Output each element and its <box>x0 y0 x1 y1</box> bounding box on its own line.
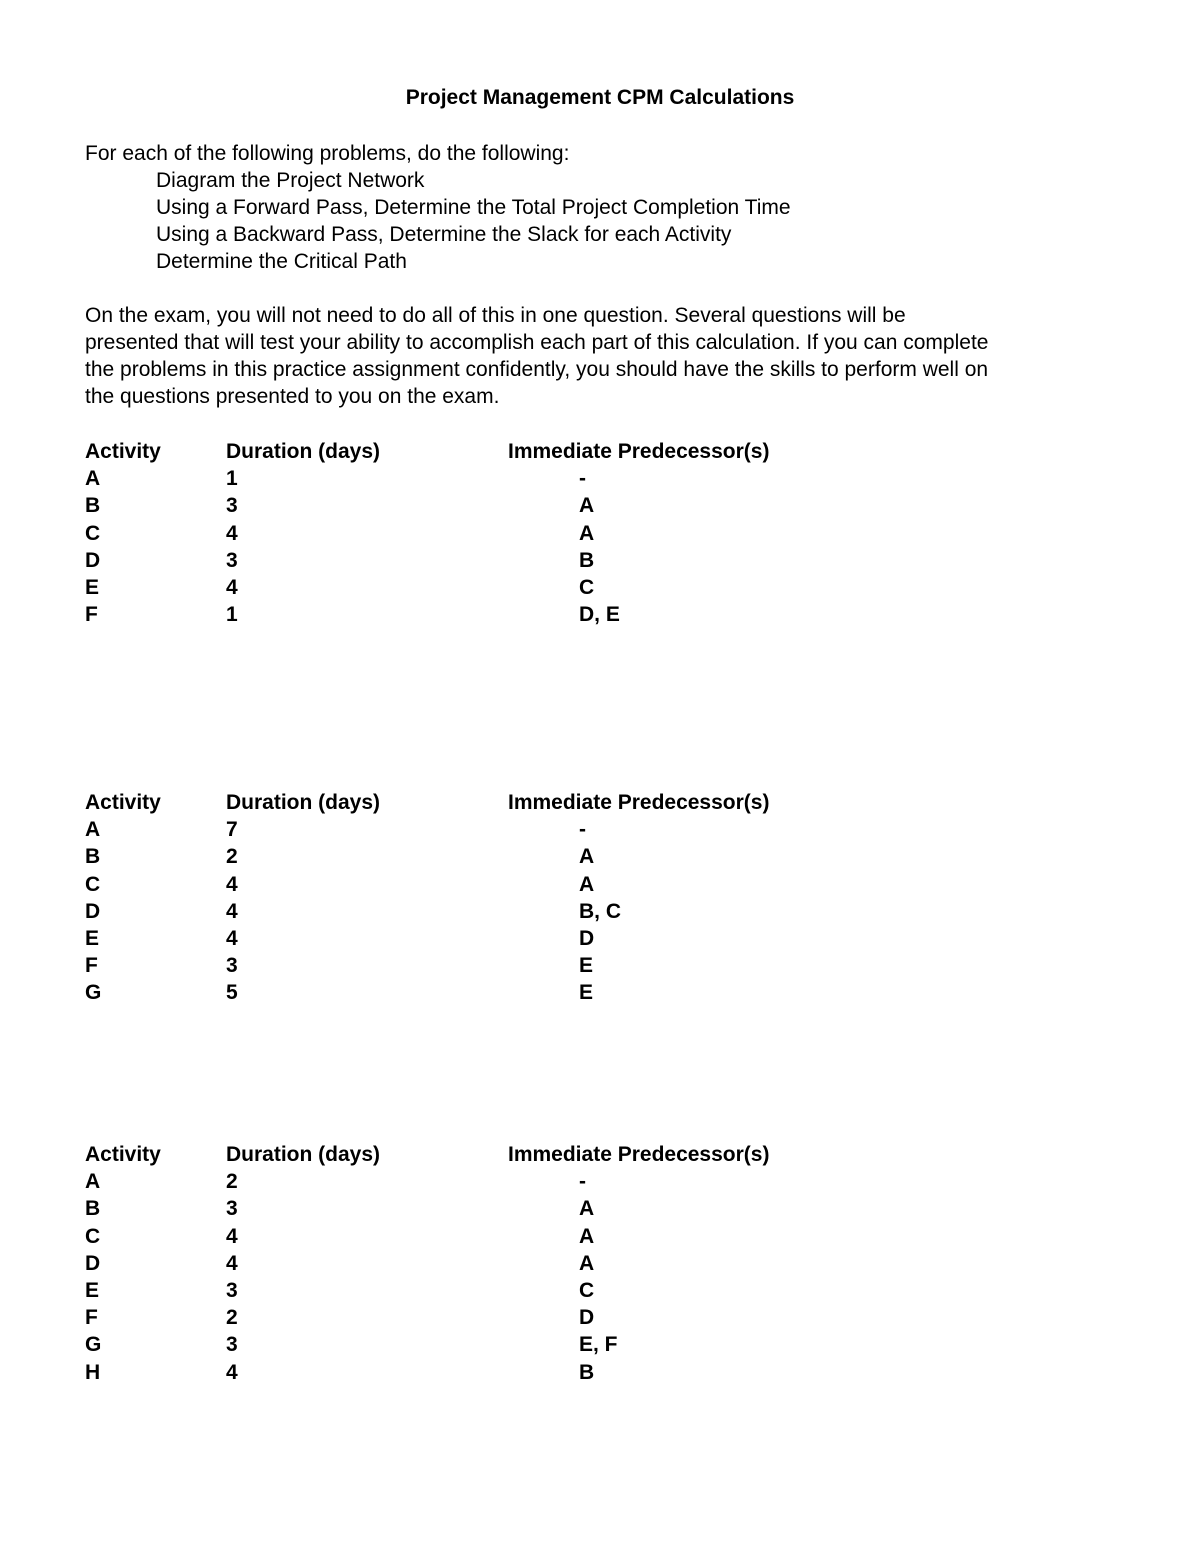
header-predecessors: Immediate Predecessor(s) <box>508 791 770 814</box>
table-header-row <box>85 789 985 816</box>
header-duration: Duration (days) <box>226 1143 381 1166</box>
activity-cell: H <box>85 1360 101 1384</box>
activity-cell: B <box>85 1197 101 1221</box>
header-activity: Activity <box>85 791 161 814</box>
activity-cell: A <box>85 467 101 491</box>
duration-cell: 3 <box>226 1197 238 1221</box>
predecessors-cell: D <box>579 1306 595 1330</box>
activity-cell: E <box>85 926 100 950</box>
table-row <box>85 952 985 979</box>
predecessors-cell: E <box>579 954 594 978</box>
table-row <box>85 871 985 898</box>
duration-cell: 2 <box>226 1306 238 1330</box>
activity-cell: C <box>85 1224 101 1248</box>
header-activity: Activity <box>85 440 161 463</box>
predecessors-cell: - <box>579 1170 586 1194</box>
activity-cell: D <box>85 548 101 572</box>
table-row <box>85 492 985 519</box>
predecessors-cell: A <box>579 872 595 896</box>
table-row <box>85 898 985 925</box>
predecessors-cell: A <box>579 1197 595 1221</box>
table-row <box>85 465 985 492</box>
header-activity: Activity <box>85 1143 161 1166</box>
predecessors-cell: E, F <box>579 1333 618 1357</box>
activity-cell: B <box>85 845 101 869</box>
duration-cell: 4 <box>226 899 238 923</box>
duration-cell: 4 <box>226 926 238 950</box>
step-item: Determine the Critical Path <box>156 250 407 273</box>
predecessors-cell: B <box>579 1360 595 1384</box>
paragraph-line: On the exam, you will not need to do all of this in one question. Several questions will be <box>85 304 906 327</box>
table-row <box>85 1223 985 1250</box>
duration-cell: 3 <box>226 1333 238 1357</box>
table-row <box>85 1195 985 1222</box>
table-row <box>85 816 985 843</box>
step-item: Using a Backward Pass, Determine the Slack for each Activity <box>156 223 732 246</box>
table-row <box>85 925 985 952</box>
predecessors-cell: C <box>579 575 595 599</box>
activity-cell: E <box>85 1278 100 1302</box>
duration-cell: 2 <box>226 845 238 869</box>
activity-cell: G <box>85 981 102 1005</box>
duration-cell: 4 <box>226 1251 238 1275</box>
activity-cell: F <box>85 954 98 978</box>
paragraph-line: the questions presented to you on the exam. <box>85 385 500 408</box>
document-title: Project Management CPM Calculations <box>405 86 795 109</box>
duration-cell: 3 <box>226 1278 238 1302</box>
instruction-steps <box>156 167 791 275</box>
step-item: Using a Forward Pass, Determine the Total Project Completion Time <box>156 196 791 219</box>
activity-cell: G <box>85 1333 102 1357</box>
header-duration: Duration (days) <box>226 791 381 814</box>
header-duration: Duration (days) <box>226 440 381 463</box>
table-row <box>85 1168 985 1195</box>
predecessors-cell: D, E <box>579 603 620 627</box>
predecessors-cell: C <box>579 1278 595 1302</box>
table-row <box>85 979 985 1006</box>
table-row <box>85 1277 985 1304</box>
activity-cell: C <box>85 872 101 896</box>
predecessors-cell: A <box>579 521 595 545</box>
duration-cell: 5 <box>226 981 238 1005</box>
table-row <box>85 1250 985 1277</box>
table-row <box>85 1331 985 1358</box>
activity-cell: B <box>85 494 101 518</box>
header-predecessors: Immediate Predecessor(s) <box>508 440 770 463</box>
activity-cell: A <box>85 818 101 842</box>
activity-cell: D <box>85 1251 101 1275</box>
table-row <box>85 843 985 870</box>
header-predecessors: Immediate Predecessor(s) <box>508 1143 770 1166</box>
problem-table-3 <box>85 1141 985 1386</box>
duration-cell: 1 <box>226 467 238 491</box>
table-row <box>85 520 985 547</box>
activity-cell: C <box>85 521 101 545</box>
predecessors-cell: A <box>579 494 595 518</box>
duration-cell: 4 <box>226 575 238 599</box>
predecessors-cell: - <box>579 467 586 491</box>
table-row <box>85 547 985 574</box>
predecessors-cell: D <box>579 926 595 950</box>
table-row <box>85 574 985 601</box>
predecessors-cell: B, C <box>579 899 621 923</box>
duration-cell: 3 <box>226 548 238 572</box>
activity-cell: A <box>85 1170 101 1194</box>
duration-cell: 2 <box>226 1170 238 1194</box>
problem-table-1 <box>85 438 985 628</box>
intro-text: For each of the following problems, do the following: <box>85 142 570 165</box>
duration-cell: 4 <box>226 1224 238 1248</box>
predecessors-cell: A <box>579 845 595 869</box>
duration-cell: 4 <box>226 1360 238 1384</box>
exam-note-paragraph <box>85 302 1125 410</box>
table-header-row <box>85 438 985 465</box>
step-item: Diagram the Project Network <box>156 169 425 192</box>
predecessors-cell: E <box>579 981 594 1005</box>
predecessors-cell: A <box>579 1224 595 1248</box>
paragraph-line: the problems in this practice assignment confidently, you should have the skills to perform well on <box>85 358 989 381</box>
duration-cell: 3 <box>226 954 238 978</box>
table-row <box>85 1359 985 1386</box>
predecessors-cell: - <box>579 818 586 842</box>
table-row <box>85 1304 985 1331</box>
activity-cell: E <box>85 575 100 599</box>
table-header-row <box>85 1141 985 1168</box>
duration-cell: 4 <box>226 872 238 896</box>
activity-cell: D <box>85 899 101 923</box>
duration-cell: 7 <box>226 818 238 842</box>
activity-cell: F <box>85 603 98 627</box>
predecessors-cell: A <box>579 1251 595 1275</box>
problem-table-2 <box>85 789 985 1007</box>
table-row <box>85 601 985 628</box>
paragraph-line: presented that will test your ability to accomplish each part of this calculation. If you can complete <box>85 331 989 354</box>
predecessors-cell: B <box>579 548 595 572</box>
duration-cell: 4 <box>226 521 238 545</box>
duration-cell: 3 <box>226 494 238 518</box>
activity-cell: F <box>85 1306 98 1330</box>
duration-cell: 1 <box>226 603 238 627</box>
